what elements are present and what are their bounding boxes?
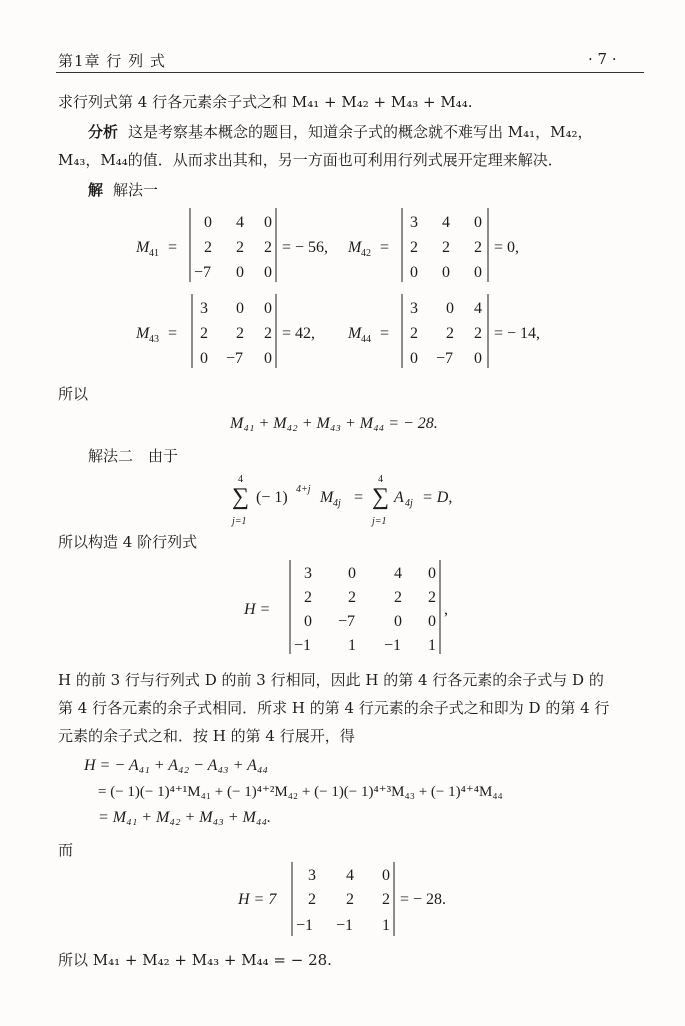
expand-line-2: = (− 1)(− 1)⁴⁺¹M₄₁ + (− 1)⁴⁺²M₄₂ + (− 1)(− 1)⁴⁺³M₄₃ + (− 1)⁴⁺⁴M₄₄ xyxy=(98,784,503,800)
svg-text:4: 4 xyxy=(394,565,402,582)
svg-text:2: 2 xyxy=(204,239,212,256)
expand-line-1: H = − A₄₁ + A₄₂ − A₄₃ + A₄₄ xyxy=(84,757,268,774)
svg-text:−1: −1 xyxy=(294,637,312,654)
svg-text:2: 2 xyxy=(264,325,272,342)
svg-text:0: 0 xyxy=(474,350,482,367)
det-m44 xyxy=(348,292,578,374)
svg-text:2: 2 xyxy=(410,239,418,256)
svg-text:∑: ∑ xyxy=(372,484,390,510)
svg-text:2: 2 xyxy=(446,325,454,342)
analysis-line-2: M₄₃，M₄₄的值．从而求出其和，另一方面也可利用行列式展开定理来解决． xyxy=(58,151,563,169)
svg-text:2: 2 xyxy=(394,589,402,606)
svg-text:1: 1 xyxy=(428,637,436,654)
chapter-title: 第1章 行 列 式 xyxy=(58,52,166,70)
det-m42 xyxy=(348,206,548,288)
svg-text:4+j: 4+j xyxy=(296,484,311,495)
svg-text:43: 43 xyxy=(149,334,159,345)
svg-text:0: 0 xyxy=(382,867,390,884)
solution-label: 解 xyxy=(88,181,104,199)
svg-text:M: M xyxy=(348,239,362,256)
svg-text:0: 0 xyxy=(236,264,244,281)
svg-text:0: 0 xyxy=(264,264,272,281)
svg-text:0: 0 xyxy=(394,613,402,630)
svg-text:2: 2 xyxy=(474,325,482,342)
svg-text:= − 14,: = − 14, xyxy=(494,325,541,342)
svg-text:2: 2 xyxy=(348,589,356,606)
svg-text:2: 2 xyxy=(410,325,418,342)
problem-statement: 求行列式第 4 行各元素余子式之和 M₄₁ + M₄₂ + M₄₃ + M₄₄. xyxy=(58,93,473,111)
and-label: 而 xyxy=(58,841,74,859)
svg-text:A: A xyxy=(394,489,404,506)
svg-text:4: 4 xyxy=(346,867,354,884)
analysis-line-1 xyxy=(88,122,593,142)
svg-text:0: 0 xyxy=(304,613,312,630)
svg-text:2: 2 xyxy=(200,325,208,342)
svg-text:−1: −1 xyxy=(336,917,354,934)
svg-text:0: 0 xyxy=(442,264,450,281)
svg-text:4: 4 xyxy=(236,214,244,231)
sum-equation: M₄₁ + M₄₂ + M₄₃ + M₄₄ = − 28. xyxy=(230,415,438,432)
svg-text:−7: −7 xyxy=(226,350,244,367)
m41-label: M xyxy=(136,239,150,256)
svg-text:2: 2 xyxy=(474,239,482,256)
svg-text:0: 0 xyxy=(236,300,244,317)
svg-text:4: 4 xyxy=(474,300,482,317)
expand-line-3: = M₄₁ + M₄₂ + M₄₃ + M₄₄. xyxy=(98,809,271,826)
svg-text:4: 4 xyxy=(238,474,243,485)
header-rule xyxy=(56,72,644,73)
svg-text:2: 2 xyxy=(236,239,244,256)
svg-text:M: M xyxy=(348,325,362,342)
method-2-intro: 解法二 由于 xyxy=(88,447,179,465)
solution-method-1: 解法一 xyxy=(113,181,159,199)
final-statement: 所以 M₄₁ + M₄₂ + M₄₃ + M₄₄ = − 28. xyxy=(58,951,332,969)
svg-text:M: M xyxy=(320,489,334,506)
svg-text:2: 2 xyxy=(428,589,436,606)
svg-text:=: = xyxy=(380,325,390,342)
svg-text:j=1: j=1 xyxy=(232,516,247,527)
summation-formula xyxy=(232,472,472,530)
svg-text:0: 0 xyxy=(474,264,482,281)
svg-text:M: M xyxy=(136,325,150,342)
svg-text:1: 1 xyxy=(382,917,390,934)
solution-heading xyxy=(88,180,158,200)
svg-text:= − 28.: = − 28. xyxy=(400,891,447,908)
page-number: · 7 · xyxy=(588,50,617,68)
svg-text:3: 3 xyxy=(304,565,312,582)
svg-text:j=1: j=1 xyxy=(372,516,387,527)
svg-text:=: = xyxy=(380,239,390,256)
svg-text:42: 42 xyxy=(361,248,371,259)
svg-text:4: 4 xyxy=(378,474,383,485)
svg-text:0: 0 xyxy=(428,613,436,630)
svg-text:3: 3 xyxy=(410,214,418,231)
det-h3 xyxy=(238,860,478,944)
svg-text:0: 0 xyxy=(428,565,436,582)
svg-text:0: 0 xyxy=(410,350,418,367)
svg-text:−7: −7 xyxy=(194,264,212,281)
svg-text:3: 3 xyxy=(308,867,316,884)
construct-text: 所以构造 4 阶行列式 xyxy=(58,533,198,551)
analysis-text-1: 这是考察基本概念的题目，知道余子式的概念就不难写出 M₄₁，M₄₂， xyxy=(128,123,593,141)
det-m41 xyxy=(136,206,376,288)
svg-text:4: 4 xyxy=(442,214,450,231)
det-h xyxy=(244,558,474,660)
svg-text:0: 0 xyxy=(446,300,454,317)
svg-text:= 42,: = 42, xyxy=(282,325,316,342)
svg-text:0: 0 xyxy=(204,214,212,231)
svg-text:=: = xyxy=(354,489,364,506)
svg-text:= 0,: = 0, xyxy=(494,239,520,256)
svg-text:2: 2 xyxy=(382,891,390,908)
svg-text:1: 1 xyxy=(348,637,356,654)
para-line-2: 第 4 行各元素的余子式相同．所求 H 的第 4 行元素的余子式之和即为 D 的第 4 行 xyxy=(58,699,610,717)
svg-text:H = 7: H = 7 xyxy=(238,891,277,908)
svg-text:∑: ∑ xyxy=(232,484,250,510)
svg-text:−1: −1 xyxy=(296,917,314,934)
page-header xyxy=(0,0,685,76)
analysis-label: 分析 xyxy=(88,123,119,141)
svg-text:0: 0 xyxy=(200,350,208,367)
svg-text:=: = xyxy=(168,239,178,256)
svg-text:0: 0 xyxy=(474,214,482,231)
svg-text:4j: 4j xyxy=(405,498,413,509)
para-line-1: H 的前 3 行与行列式 D 的前 3 行相同，因此 H 的第 4 行各元素的余子式与 D 的 xyxy=(58,671,604,689)
svg-text:2: 2 xyxy=(264,239,272,256)
svg-text:2: 2 xyxy=(236,325,244,342)
svg-text:0: 0 xyxy=(264,350,272,367)
svg-text:2: 2 xyxy=(442,239,450,256)
det-m43 xyxy=(136,292,356,374)
svg-text:3: 3 xyxy=(200,300,208,317)
svg-text:−1: −1 xyxy=(384,637,402,654)
para-line-3: 元素的余子式之和．按 H 的第 4 行展开，得 xyxy=(58,727,355,745)
svg-text:0: 0 xyxy=(410,264,418,281)
m41-sub: 41 xyxy=(149,248,159,259)
svg-text:−7: −7 xyxy=(436,350,454,367)
svg-text:=: = xyxy=(168,325,178,342)
m41-result: = − 56, xyxy=(282,239,329,256)
svg-text:3: 3 xyxy=(410,300,418,317)
so-label-1: 所以 xyxy=(58,385,89,403)
svg-text:4j: 4j xyxy=(333,498,341,509)
svg-text:0: 0 xyxy=(264,214,272,231)
svg-text:2: 2 xyxy=(304,589,312,606)
svg-text:2: 2 xyxy=(346,891,354,908)
svg-text:2: 2 xyxy=(308,891,316,908)
svg-text:44: 44 xyxy=(361,334,371,345)
h-label: H = xyxy=(244,601,271,618)
svg-text:0: 0 xyxy=(348,565,356,582)
svg-text:0: 0 xyxy=(264,300,272,317)
svg-text:= D,: = D, xyxy=(422,489,453,506)
svg-text:,: , xyxy=(444,601,448,618)
svg-text:−7: −7 xyxy=(338,613,356,630)
svg-text:(− 1): (− 1) xyxy=(256,489,288,506)
